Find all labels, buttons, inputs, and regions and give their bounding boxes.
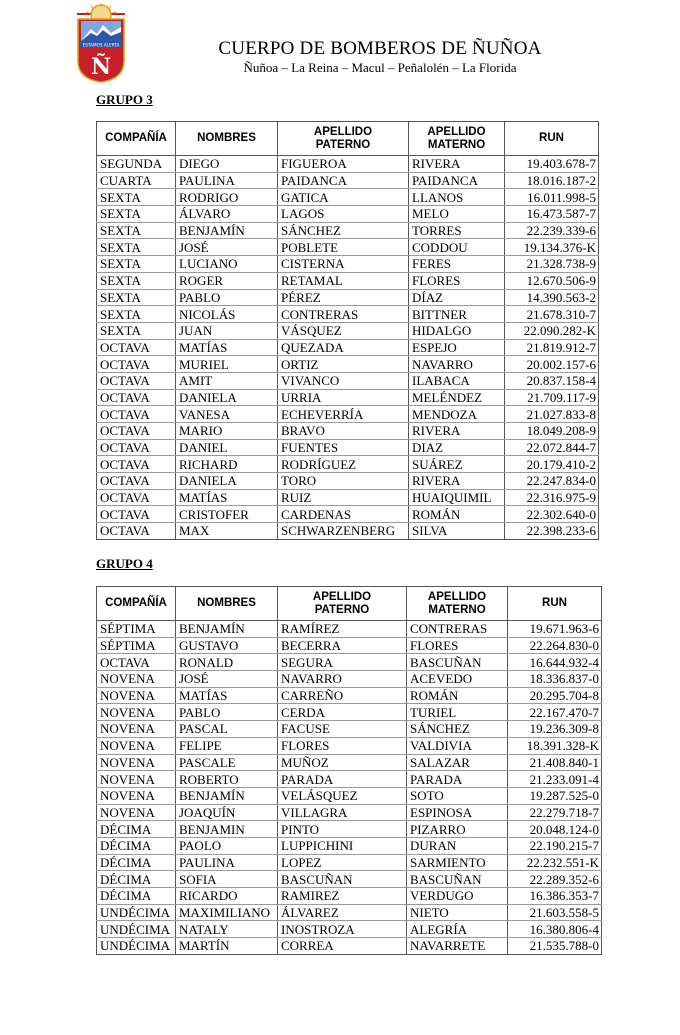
cell-apellido-paterno: CISTERNA — [278, 256, 409, 273]
cell-apellido-paterno: LOPEZ — [278, 854, 407, 871]
cell-nombres: BENJAMÍN — [176, 222, 278, 239]
cell-apellido-materno: DÍAZ — [409, 289, 505, 306]
cell-apellido-paterno: CARREÑO — [278, 687, 407, 704]
cell-apellido-paterno: LUPPICHINI — [278, 837, 407, 854]
table-row — [97, 754, 602, 771]
cell-apellido-materno: BITTNER — [409, 306, 505, 323]
cell-compania: SEGUNDA — [97, 156, 176, 173]
cell-run: 21.819.912-7 — [505, 339, 599, 356]
cell-apellido-materno: HIDALGO — [409, 322, 505, 339]
cell-apellido-materno: BASCUÑAN — [407, 654, 508, 671]
cell-apellido-paterno: INOSTROZA — [278, 921, 407, 938]
cell-run: 22.316.975-9 — [505, 489, 599, 506]
cell-apellido-paterno: PAIDANCA — [278, 172, 409, 189]
column-header-apellido-materno: APELLIDO MATERNO — [409, 122, 505, 156]
cell-nombres: PABLO — [176, 289, 278, 306]
cell-nombres: JOAQUÍN — [176, 804, 278, 821]
cell-apellido-paterno: RODRÍGUEZ — [278, 456, 409, 473]
table-row — [97, 787, 602, 804]
cell-nombres: AMIT — [176, 372, 278, 389]
cell-apellido-materno: CONTRERAS — [407, 621, 508, 638]
cell-compania: SEXTA — [97, 256, 176, 273]
cell-apellido-paterno: NAVARRO — [278, 671, 407, 688]
cell-apellido-materno: PIZARRO — [407, 821, 508, 838]
cell-apellido-paterno: BASCUÑAN — [278, 871, 407, 888]
cell-apellido-materno: HUAIQUIMIL — [409, 489, 505, 506]
cell-apellido-materno: SUÁREZ — [409, 456, 505, 473]
column-header-run: RUN — [508, 587, 602, 621]
cell-apellido-paterno: RAMIREZ — [278, 888, 407, 905]
cell-compania: OCTAVA — [97, 456, 176, 473]
cell-apellido-paterno: PARADA — [278, 771, 407, 788]
cell-compania: NOVENA — [97, 687, 176, 704]
cell-apellido-materno: SARMIENTO — [407, 854, 508, 871]
cell-apellido-paterno: LAGOS — [278, 206, 409, 223]
cell-nombres: ROGER — [176, 272, 278, 289]
table-row — [97, 888, 602, 905]
crest-letter: Ñ — [90, 54, 112, 80]
cell-run: 16.011.998-5 — [505, 189, 599, 206]
table-header-row — [97, 587, 602, 621]
cell-compania: OCTAVA — [97, 339, 176, 356]
cell-apellido-paterno: PINTO — [278, 821, 407, 838]
cell-nombres: RICHARD — [176, 456, 278, 473]
cell-apellido-paterno: URRIA — [278, 389, 409, 406]
cell-compania: DÉCIMA — [97, 888, 176, 905]
table-row — [97, 289, 599, 306]
cell-compania: UNDÉCIMA — [97, 921, 176, 938]
cell-compania: OCTAVA — [97, 439, 176, 456]
cell-run: 16.473.587-7 — [505, 206, 599, 223]
cell-run: 22.190.215-7 — [508, 837, 602, 854]
document-header — [0, 38, 680, 76]
cell-apellido-materno: DIAZ — [409, 439, 505, 456]
table-row — [97, 256, 599, 273]
table-row — [97, 356, 599, 373]
table-row — [97, 523, 599, 540]
cell-nombres: VANESA — [176, 406, 278, 423]
cell-apellido-materno: ESPEJO — [409, 339, 505, 356]
cell-run: 22.167.470-7 — [508, 704, 602, 721]
table-row — [97, 489, 599, 506]
cell-apellido-materno: RIVERA — [409, 156, 505, 173]
table-row — [97, 406, 599, 423]
cell-compania: OCTAVA — [97, 523, 176, 540]
cell-apellido-materno: RIVERA — [409, 423, 505, 440]
cell-apellido-paterno: FLORES — [278, 737, 407, 754]
cell-nombres: MAXIMILIANO — [176, 904, 278, 921]
cell-run: 21.678.310-7 — [505, 306, 599, 323]
cell-apellido-paterno: SEGURA — [278, 654, 407, 671]
cell-apellido-materno: MENDOZA — [409, 406, 505, 423]
cell-run: 22.398.233-6 — [505, 523, 599, 540]
cell-nombres: MATÍAS — [176, 687, 278, 704]
cell-run: 19.134.376-K — [505, 239, 599, 256]
cell-run: 20.002.157-6 — [505, 356, 599, 373]
cell-apellido-paterno: FUENTES — [278, 439, 409, 456]
cell-compania: CUARTA — [97, 172, 176, 189]
cell-nombres: PASCAL — [176, 721, 278, 738]
cell-compania: SEXTA — [97, 322, 176, 339]
cell-run: 18.336.837-0 — [508, 671, 602, 688]
cell-nombres: JOSÉ — [176, 239, 278, 256]
cell-apellido-materno: MELO — [409, 206, 505, 223]
cell-nombres: DANIEL — [176, 439, 278, 456]
cell-apellido-materno: PAIDANCA — [409, 172, 505, 189]
column-header-apellido-materno: APELLIDO MATERNO — [407, 587, 508, 621]
table-row — [97, 871, 602, 888]
cell-apellido-materno: CODDOU — [409, 239, 505, 256]
cell-compania: NOVENA — [97, 721, 176, 738]
cell-nombres: LUCIANO — [176, 256, 278, 273]
cell-apellido-paterno: MUÑOZ — [278, 754, 407, 771]
cell-apellido-materno: VALDIVIA — [407, 737, 508, 754]
cell-apellido-paterno: QUEZADA — [278, 339, 409, 356]
cell-apellido-paterno: FACUSE — [278, 721, 407, 738]
table-row — [97, 904, 602, 921]
cell-compania: SEXTA — [97, 222, 176, 239]
cell-compania: NOVENA — [97, 787, 176, 804]
cell-run: 22.239.339-6 — [505, 222, 599, 239]
table-row — [97, 206, 599, 223]
cell-compania: OCTAVA — [97, 423, 176, 440]
cell-compania: SEXTA — [97, 239, 176, 256]
cell-apellido-paterno: CONTRERAS — [278, 306, 409, 323]
table-row — [97, 637, 602, 654]
cell-nombres: DIEGO — [176, 156, 278, 173]
cell-apellido-paterno: GATICA — [278, 189, 409, 206]
table-row — [97, 473, 599, 490]
cell-compania: OCTAVA — [97, 406, 176, 423]
cell-compania: SÉPTIMA — [97, 637, 176, 654]
cell-compania: DÉCIMA — [97, 871, 176, 888]
cell-nombres: PABLO — [176, 704, 278, 721]
table-row — [97, 938, 602, 955]
cell-apellido-materno: ESPINOSA — [407, 804, 508, 821]
cell-apellido-paterno: BECERRA — [278, 637, 407, 654]
cell-compania: DÉCIMA — [97, 837, 176, 854]
table-row — [97, 423, 599, 440]
cell-run: 22.232.551-K — [508, 854, 602, 871]
cell-compania: OCTAVA — [97, 489, 176, 506]
cell-apellido-paterno: RAMÍREZ — [278, 621, 407, 638]
cell-apellido-materno: PARADA — [407, 771, 508, 788]
cell-nombres: ROBERTO — [176, 771, 278, 788]
cell-nombres: MAX — [176, 523, 278, 540]
cell-apellido-materno: SÁNCHEZ — [407, 721, 508, 738]
cell-run: 20.179.410-2 — [505, 456, 599, 473]
cell-nombres: PAULINA — [176, 854, 278, 871]
table-row — [97, 804, 602, 821]
group-heading-4: GRUPO 4 — [96, 556, 153, 571]
cell-run: 21.233.091-4 — [508, 771, 602, 788]
cell-apellido-paterno: VILLAGRA — [278, 804, 407, 821]
cell-compania: OCTAVA — [97, 654, 176, 671]
cell-run: 22.072.844-7 — [505, 439, 599, 456]
cell-apellido-materno: FERES — [409, 256, 505, 273]
cell-apellido-paterno: FIGUEROA — [278, 156, 409, 173]
cell-apellido-materno: SALAZAR — [407, 754, 508, 771]
cell-run: 22.289.352-6 — [508, 871, 602, 888]
cell-apellido-materno: FLORES — [409, 272, 505, 289]
cell-nombres: RODRIGO — [176, 189, 278, 206]
cell-run: 18.391.328-K — [508, 737, 602, 754]
cell-compania: NOVENA — [97, 704, 176, 721]
cell-nombres: ÁLVARO — [176, 206, 278, 223]
cell-compania: OCTAVA — [97, 372, 176, 389]
cell-compania: OCTAVA — [97, 506, 176, 523]
cell-run: 18.016.187-2 — [505, 172, 599, 189]
cell-run: 21.328.738-9 — [505, 256, 599, 273]
table-row — [97, 239, 599, 256]
table-row — [97, 721, 602, 738]
cell-compania: NOVENA — [97, 671, 176, 688]
cell-run: 19.671.963-6 — [508, 621, 602, 638]
cell-compania: SÉPTIMA — [97, 621, 176, 638]
cell-apellido-paterno: ORTIZ — [278, 356, 409, 373]
table-row — [97, 621, 602, 638]
table-row — [97, 821, 602, 838]
table-row — [97, 272, 599, 289]
cell-compania: NOVENA — [97, 804, 176, 821]
cell-run: 22.247.834-0 — [505, 473, 599, 490]
table-row — [97, 222, 599, 239]
cell-run: 21.535.788-0 — [508, 938, 602, 955]
table-row — [97, 687, 602, 704]
cell-apellido-materno: LLANOS — [409, 189, 505, 206]
cell-run: 19.287.525-0 — [508, 787, 602, 804]
cell-apellido-paterno: CARDENAS — [278, 506, 409, 523]
cell-apellido-paterno: PÉREZ — [278, 289, 409, 306]
cell-apellido-materno: VERDUGO — [407, 888, 508, 905]
cell-compania: NOVENA — [97, 771, 176, 788]
cell-apellido-paterno: SCHWARZENBERG — [278, 523, 409, 540]
cell-compania: DÉCIMA — [97, 854, 176, 871]
table-row — [97, 306, 599, 323]
cell-apellido-materno: ROMÁN — [407, 687, 508, 704]
page-subtitle: Ñuñoa – La Reina – Macul – Peñalolén – La Florida — [243, 60, 517, 75]
table-row — [97, 506, 599, 523]
table-row — [97, 172, 599, 189]
cell-apellido-paterno: CORREA — [278, 938, 407, 955]
cell-nombres: NICOLÁS — [176, 306, 278, 323]
table-row — [97, 671, 602, 688]
cell-run: 19.236.309-8 — [508, 721, 602, 738]
table-row — [97, 456, 599, 473]
cell-apellido-paterno: TORO — [278, 473, 409, 490]
column-header-run: RUN — [505, 122, 599, 156]
cell-run: 19.403.678-7 — [505, 156, 599, 173]
table-row — [97, 737, 602, 754]
table-row — [97, 339, 599, 356]
column-header-nombres: NOMBRES — [176, 122, 278, 156]
cell-apellido-materno: NAVARRO — [409, 356, 505, 373]
cell-nombres: PAOLO — [176, 837, 278, 854]
group-heading-3: GRUPO 3 — [96, 92, 153, 107]
cell-apellido-paterno: VELÁSQUEZ — [278, 787, 407, 804]
cell-run: 18.049.208-9 — [505, 423, 599, 440]
group-4-table — [96, 586, 602, 955]
cell-apellido-materno: SILVA — [409, 523, 505, 540]
cell-compania: SEXTA — [97, 206, 176, 223]
cell-run: 20.048.124-0 — [508, 821, 602, 838]
cell-run: 16.644.932-4 — [508, 654, 602, 671]
table-row — [97, 322, 599, 339]
cell-apellido-materno: ROMÁN — [409, 506, 505, 523]
cell-run: 22.302.640-0 — [505, 506, 599, 523]
table-row — [97, 771, 602, 788]
cell-compania: DÉCIMA — [97, 821, 176, 838]
cell-nombres: MATÍAS — [176, 489, 278, 506]
cell-apellido-materno: SOTO — [407, 787, 508, 804]
cell-run: 21.709.117-9 — [505, 389, 599, 406]
cell-apellido-paterno: POBLETE — [278, 239, 409, 256]
cell-nombres: MATÍAS — [176, 339, 278, 356]
cell-nombres: SOFIA — [176, 871, 278, 888]
cell-compania: NOVENA — [97, 737, 176, 754]
table-row — [97, 854, 602, 871]
cell-run: 20.295.704-8 — [508, 687, 602, 704]
column-header-apellido-paterno: APELLIDO PATERNO — [278, 587, 407, 621]
table-row — [97, 372, 599, 389]
column-header-compania: COMPAÑÍA — [97, 122, 176, 156]
cell-compania: NOVENA — [97, 754, 176, 771]
cell-compania: OCTAVA — [97, 356, 176, 373]
table-row — [97, 439, 599, 456]
cell-run: 16.386.353-7 — [508, 888, 602, 905]
cell-nombres: DANIELA — [176, 473, 278, 490]
cell-run: 21.603.558-5 — [508, 904, 602, 921]
cell-apellido-materno: TORRES — [409, 222, 505, 239]
cell-compania: SEXTA — [97, 272, 176, 289]
cell-apellido-paterno: VIVANCO — [278, 372, 409, 389]
cell-compania: SEXTA — [97, 189, 176, 206]
cell-nombres: RONALD — [176, 654, 278, 671]
cell-nombres: CRISTOFER — [176, 506, 278, 523]
cell-apellido-materno: FLORES — [407, 637, 508, 654]
cell-nombres: JUAN — [176, 322, 278, 339]
table-row — [97, 189, 599, 206]
cell-run: 20.837.158-4 — [505, 372, 599, 389]
cell-compania: UNDÉCIMA — [97, 904, 176, 921]
cell-run: 22.090.282-K — [505, 322, 599, 339]
cell-run: 22.279.718-7 — [508, 804, 602, 821]
cell-apellido-materno: NIETO — [407, 904, 508, 921]
cell-nombres: PAULINA — [176, 172, 278, 189]
cell-nombres: BENJAMÍN — [176, 621, 278, 638]
cell-run: 12.670.506-9 — [505, 272, 599, 289]
cell-compania: SEXTA — [97, 306, 176, 323]
cell-apellido-materno: BASCUÑAN — [407, 871, 508, 888]
cell-nombres: JOSÉ — [176, 671, 278, 688]
cell-apellido-materno: ILABACA — [409, 372, 505, 389]
table-row — [97, 837, 602, 854]
cell-run: 21.027.833-8 — [505, 406, 599, 423]
cell-apellido-materno: TURIEL — [407, 704, 508, 721]
table-row — [97, 921, 602, 938]
cell-apellido-paterno: VÁSQUEZ — [278, 322, 409, 339]
cell-apellido-paterno: SÁNCHEZ — [278, 222, 409, 239]
cell-run: 16.380.806-4 — [508, 921, 602, 938]
cell-apellido-paterno: ECHEVERRÍA — [278, 406, 409, 423]
cell-apellido-paterno: BRAVO — [278, 423, 409, 440]
cell-nombres: MARTÍN — [176, 938, 278, 955]
table-row — [97, 156, 599, 173]
crest-banner-text: ESTAMOS ALERTA — [82, 42, 120, 48]
cell-apellido-paterno: RETAMAL — [278, 272, 409, 289]
cell-apellido-materno: ALEGRÍA — [407, 921, 508, 938]
cell-nombres: PASCALE — [176, 754, 278, 771]
cell-apellido-materno: MELÉNDEZ — [409, 389, 505, 406]
table-row — [97, 704, 602, 721]
cell-nombres: BENJAMÍN — [176, 787, 278, 804]
cell-nombres: MARIO — [176, 423, 278, 440]
cell-nombres: BENJAMIN — [176, 821, 278, 838]
cell-apellido-paterno: ÁLVAREZ — [278, 904, 407, 921]
table-row — [97, 389, 599, 406]
table-row — [97, 654, 602, 671]
cell-compania: UNDÉCIMA — [97, 938, 176, 955]
cell-apellido-paterno: RUIZ — [278, 489, 409, 506]
cell-compania: SEXTA — [97, 289, 176, 306]
cell-nombres: MURIEL — [176, 356, 278, 373]
cell-nombres: NATALY — [176, 921, 278, 938]
cell-apellido-materno: DURAN — [407, 837, 508, 854]
cell-apellido-materno: ACEVEDO — [407, 671, 508, 688]
cell-apellido-materno: NAVARRETE — [407, 938, 508, 955]
cell-nombres: GUSTAVO — [176, 637, 278, 654]
cell-compania: OCTAVA — [97, 473, 176, 490]
column-header-nombres: NOMBRES — [176, 587, 278, 621]
cell-nombres: FELIPE — [176, 737, 278, 754]
cell-nombres: DANIELA — [176, 389, 278, 406]
cell-nombres: RICARDO — [176, 888, 278, 905]
cell-apellido-paterno: CERDA — [278, 704, 407, 721]
cell-run: 21.408.840-1 — [508, 754, 602, 771]
cell-apellido-materno: RIVERA — [409, 473, 505, 490]
page-title: CUERPO DE BOMBEROS DE ÑUÑOA — [218, 38, 542, 59]
cell-run: 14.390.563-2 — [505, 289, 599, 306]
column-header-apellido-paterno: APELLIDO PATERNO — [278, 122, 409, 156]
table-header-row — [97, 122, 599, 156]
cell-run: 22.264.830-0 — [508, 637, 602, 654]
cell-compania: OCTAVA — [97, 389, 176, 406]
column-header-compania: COMPAÑÍA — [97, 587, 176, 621]
group-3-table — [96, 121, 599, 540]
